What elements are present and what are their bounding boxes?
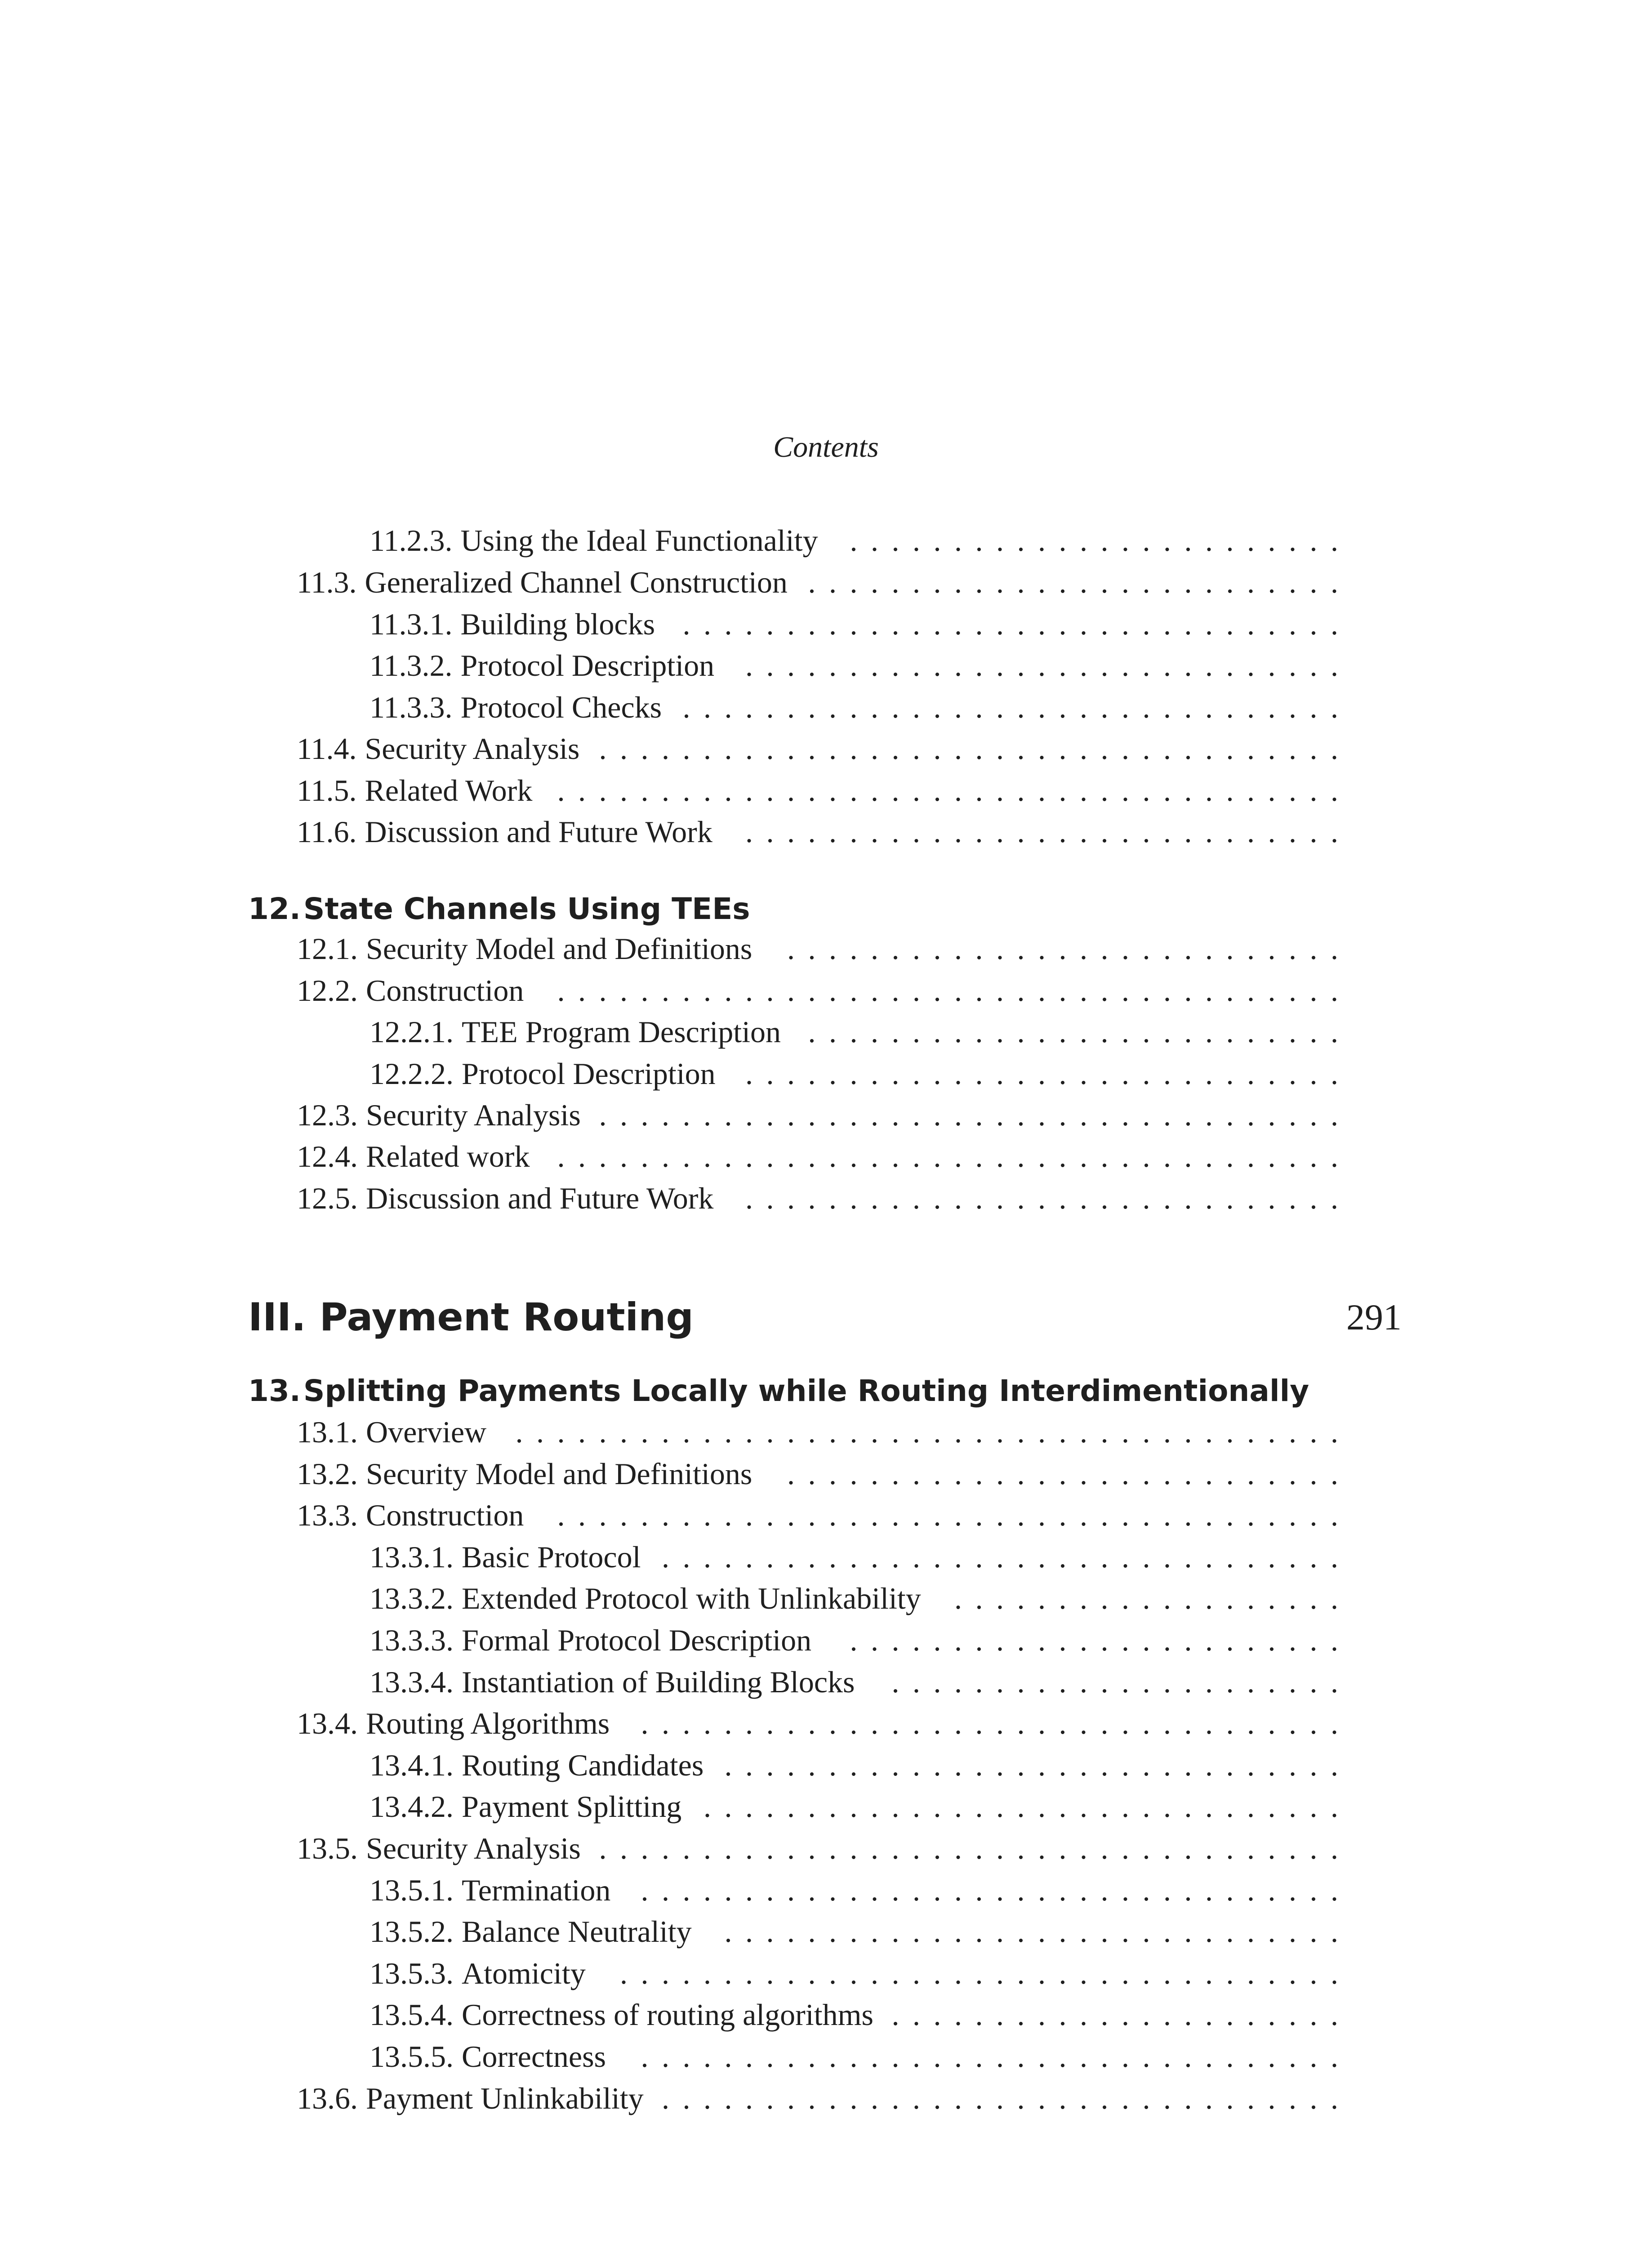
section-number: 13.3.2. <box>370 1581 454 1615</box>
section-number: 11.2.3. <box>370 523 453 558</box>
section-number: 12.2.1. <box>370 1015 454 1049</box>
toc-entry[interactable]: 11.3.2. Protocol Description . . . . . . . . . . . . . . . . . . . . . . . . . . . . . <box>370 648 1338 682</box>
section-title: Payment Unlinkability <box>366 2081 644 2115</box>
section-title: Security Analysis <box>366 1098 581 1132</box>
toc-entry[interactable]: 12.2.2. Protocol Description . . . . . . . . . . . . . . . . . . . . . . . . . . . . . <box>370 1057 1338 1091</box>
toc-entry[interactable]: 13.4.2. Payment Splitting . . . . . . . . . . . . . . . . . . . . . . . . . . . . . . . <box>370 1789 1338 1824</box>
section-number: 13.5. <box>297 1831 358 1865</box>
section-title: Overview <box>366 1415 487 1449</box>
toc-entry[interactable]: 13.3.1. Basic Protocol . . . . . . . . . . . . . . . . . . . . . . . . . . . . . . . . . <box>370 1540 1338 1574</box>
chapter-title: State Channels Using TEEs <box>303 892 750 926</box>
section-number: 12.2.2. <box>370 1057 454 1091</box>
section-title: Correctness <box>462 2039 606 2074</box>
toc-entry[interactable]: 13.5.1. Termination . . . . . . . . . . . . . . . . . . . . . . . . . . . . . . . . . . <box>370 1873 1338 1907</box>
section-title: Security Analysis <box>365 731 580 766</box>
running-head: Contents <box>773 431 879 464</box>
toc-entry[interactable]: 13.5.5. Correctness . . . . . . . . . . . . . . . . . . . . . . . . . . . . . . . . . . <box>370 2039 1338 2074</box>
toc-entry[interactable]: 11.2.3. Using the Ideal Functionality . . . . . . . . . . . . . . . . . . . . . . . . <box>370 523 1338 558</box>
section-title: Protocol Description <box>460 648 715 682</box>
toc-entry[interactable]: 13.2. Security Model and Definitions . . . . . . . . . . . . . . . . . . . . . . . . . . . <box>297 1457 1338 1491</box>
section-number: 13.3.3. <box>370 1623 454 1657</box>
section-title: Discussion and Future Work <box>365 815 712 849</box>
toc-entry[interactable]: 13.6. Payment Unlinkability . . . . . . . . . . . . . . . . . . . . . . . . . . . . . . . . . <box>297 2081 1338 2115</box>
section-number: 11.3.1. <box>370 607 453 641</box>
section-title: Security Model and Definitions <box>366 932 753 966</box>
toc-entry[interactable]: 13.3.2. Extended Protocol with Unlinkability . . . . . . . . . . . . . . . . . . . <box>370 1581 1338 1615</box>
section-number: 12.2. <box>297 973 358 1008</box>
section-number: 13.2. <box>297 1457 358 1491</box>
toc-entry[interactable]: 13.3. Construction . . . . . . . . . . . . . . . . . . . . . . . . . . . . . . . . . . . . . . <box>297 1498 1338 1532</box>
section-number: 13.4.2. <box>370 1789 454 1824</box>
part-page-number: 291 <box>1346 1297 1402 1338</box>
chapter-title: Splitting Payments Locally while Routing Interdimentionally <box>303 1374 1309 1408</box>
toc-entry[interactable]: 11.6. Discussion and Future Work . . . . . . . . . . . . . . . . . . . . . . . . . . . . . <box>297 815 1338 849</box>
section-number: 11.3.2. <box>370 648 453 682</box>
section-number: 11.6. <box>297 815 357 849</box>
section-title: Instantiation of Building Blocks <box>462 1665 855 1699</box>
toc-entry[interactable]: 12.5. Discussion and Future Work . . . . . . . . . . . . . . . . . . . . . . . . . . . . . <box>297 1181 1338 1215</box>
section-number: 12.5. <box>297 1181 358 1215</box>
section-title: Related work <box>366 1139 530 1173</box>
toc-entry[interactable]: 11.3.3. Protocol Checks . . . . . . . . . . . . . . . . . . . . . . . . . . . . . . . . <box>370 690 1338 724</box>
toc-entry[interactable]: 13.3.4. Instantiation of Building Blocks . . . . . . . . . . . . . . . . . . . . . . <box>370 1665 1338 1699</box>
section-title: Termination <box>462 1873 611 1907</box>
section-title: Discussion and Future Work <box>366 1181 714 1215</box>
toc-entry[interactable]: 13.5.2. Balance Neutrality . . . . . . . . . . . . . . . . . . . . . . . . . . . . . . <box>370 1914 1338 1949</box>
chapter-number: 13. <box>248 1374 301 1408</box>
section-title: Related Work <box>365 773 533 807</box>
section-number: 12.4. <box>297 1139 358 1173</box>
toc-entry[interactable]: 12.1. Security Model and Definitions . . . . . . . . . . . . . . . . . . . . . . . . . . . <box>297 932 1338 966</box>
section-number: 13.5.3. <box>370 1956 454 1990</box>
toc-entry[interactable]: 13.4. Routing Algorithms . . . . . . . . . . . . . . . . . . . . . . . . . . . . . . . . . . <box>297 1706 1338 1740</box>
section-title: Security Analysis <box>366 1831 581 1865</box>
toc-entry[interactable]: 13.5. Security Analysis . . . . . . . . . . . . . . . . . . . . . . . . . . . . . . . . . . . . <box>297 1831 1338 1865</box>
section-title: Balance Neutrality <box>462 1914 692 1949</box>
section-title: Atomicity <box>462 1956 586 1990</box>
toc-entry[interactable]: 13.5.3. Atomicity . . . . . . . . . . . . . . . . . . . . . . . . . . . . . . . . . . . <box>370 1956 1338 1990</box>
section-number: 13.5.1. <box>370 1873 454 1907</box>
section-number: 13.5.5. <box>370 2039 454 2074</box>
chapter-heading[interactable] <box>248 1372 1309 1410</box>
section-title: Routing Candidates <box>462 1748 704 1782</box>
toc-entry[interactable]: 12.2.1. TEE Program Description . . . . . . . . . . . . . . . . . . . . . . . . . . <box>370 1015 1338 1049</box>
toc-entry[interactable]: 11.4. Security Analysis . . . . . . . . . . . . . . . . . . . . . . . . . . . . . . . . . . . . <box>297 731 1338 766</box>
section-title: Formal Protocol Description <box>462 1623 812 1657</box>
section-title: Routing Algorithms <box>366 1706 610 1740</box>
section-title: Generalized Channel Construction <box>365 565 788 599</box>
chapter-number: 12. <box>248 892 301 926</box>
toc-entry[interactable]: 13.4.1. Routing Candidates . . . . . . . . . . . . . . . . . . . . . . . . . . . . . . <box>370 1748 1338 1782</box>
toc-entry[interactable]: 12.4. Related work . . . . . . . . . . . . . . . . . . . . . . . . . . . . . . . . . . . . . . <box>297 1139 1338 1173</box>
toc-entry[interactable]: 11.5. Related Work . . . . . . . . . . . . . . . . . . . . . . . . . . . . . . . . . . . . . . <box>297 773 1338 807</box>
section-title: TEE Program Description <box>462 1015 781 1049</box>
section-number: 13.3.1. <box>370 1540 454 1574</box>
section-title: Using the Ideal Functionality <box>460 523 818 558</box>
section-number: 11.3.3. <box>370 690 453 724</box>
toc-entry[interactable]: 11.3.1. Building blocks . . . . . . . . . . . . . . . . . . . . . . . . . . . . . . . . <box>370 607 1338 641</box>
section-title: Extended Protocol with Unlinkability <box>462 1581 921 1615</box>
toc-entry[interactable]: 12.3. Security Analysis . . . . . . . . . . . . . . . . . . . . . . . . . . . . . . . . . . . . <box>297 1098 1338 1132</box>
section-number: 13.3. <box>297 1498 358 1532</box>
toc-entry[interactable]: 12.2. Construction . . . . . . . . . . . . . . . . . . . . . . . . . . . . . . . . . . . . . . <box>297 973 1338 1008</box>
section-number: 13.4.1. <box>370 1748 454 1782</box>
toc-entry[interactable]: 13.1. Overview . . . . . . . . . . . . . . . . . . . . . . . . . . . . . . . . . . . . . . . . <box>297 1415 1338 1449</box>
section-title: Basic Protocol <box>462 1540 641 1574</box>
section-title: Payment Splitting <box>462 1789 682 1824</box>
section-number: 12.1. <box>297 932 358 966</box>
section-title: Protocol Checks <box>460 690 662 724</box>
section-title: Security Model and Definitions <box>366 1457 753 1491</box>
section-number: 13.5.2. <box>370 1914 454 1949</box>
section-title: Construction <box>366 1498 524 1532</box>
chapter-heading[interactable] <box>248 890 750 928</box>
section-number: 11.5. <box>297 773 357 807</box>
section-title: Protocol Description <box>462 1057 716 1091</box>
section-number: 12.3. <box>297 1098 358 1132</box>
section-title: Building blocks <box>460 607 655 641</box>
section-title: Construction <box>366 973 524 1008</box>
part-heading[interactable]: III. Payment Routing <box>248 1295 694 1340</box>
section-number: 13.4. <box>297 1706 358 1740</box>
toc-entry[interactable]: 11.3. Generalized Channel Construction . . . . . . . . . . . . . . . . . . . . . . . . . . <box>297 565 1338 599</box>
section-number: 11.3. <box>297 565 357 599</box>
section-number: 13.6. <box>297 2081 358 2115</box>
section-number: 13.3.4. <box>370 1665 454 1699</box>
section-number: 13.5.4. <box>370 1998 454 2032</box>
toc-entry[interactable]: 13.5.4. Correctness of routing algorithms . . . . . . . . . . . . . . . . . . . . . . <box>370 1998 1338 2032</box>
section-title: Correctness of routing algorithms <box>462 1998 873 2032</box>
toc-entry[interactable]: 13.3.3. Formal Protocol Description . . . . . . . . . . . . . . . . . . . . . . . . <box>370 1623 1338 1657</box>
section-number: 11.4. <box>297 731 357 766</box>
section-number: 13.1. <box>297 1415 358 1449</box>
